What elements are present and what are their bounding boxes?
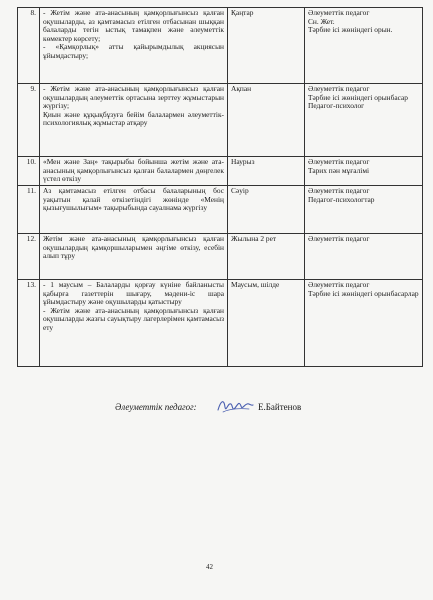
date-cell: Жылына 2 рет [228,234,305,280]
table-row [18,84,423,157]
table-row [18,280,423,367]
event-cell [40,84,228,157]
responsible-cell [305,8,423,84]
event-line: Аз қамтамасыз етілген отбасы балаларының бос уақытын қалай өткізетіндігі жөнінде «Менің қызығушылығым» тақырыбында сауалнама жүргізу [43,186,224,213]
signer-name: Е.Байтенов [258,402,302,412]
date-cell: Ақпан [228,84,305,157]
handwritten-signature [215,396,255,416]
responsible-line: Әлеуметтік педагог [308,186,370,195]
responsible-line: Педагог-психолог [308,101,365,111]
row-number: 13. [18,280,40,367]
row-number: 11. [18,186,40,234]
row-number: 9. [18,84,40,157]
row-number: 10. [18,157,40,186]
event-line: - 1 маусым – Балаларды қорғау күніне байланысты қабырға газеттерін шығару, мәдени-іс шара ұйымдастыру және оқушыларды қатыстыру [43,280,224,307]
row-number: 8. [18,8,40,84]
responsible-line: Тәрбие ісі жөніндегі орын. [308,25,393,35]
event-line: - Жетім және ата-анасының қамқорлығынсыз қалған оқушылардың әлеуметтік ортасына зерттеу жұмыстарын жүргізу; [43,84,224,111]
table-row [18,8,423,84]
responsible-cell [305,186,423,234]
event-line: - Жетім және ата-анасының қамқорлығынсыз қалған оқушыларды, аз қамтамасыз етілген отбасынан шыққан балаларды тегін ыстық тамақпен және әлеуметтік көмектер көрсету; [43,8,224,43]
responsible-line: Әлеуметтік педагог [308,84,370,93]
event-cell [40,234,228,280]
date-cell: Маусым, шілде [228,280,305,367]
event-cell [40,8,228,84]
page-number: 42 [206,563,213,571]
responsible-cell [305,157,423,186]
row-number: 12. [18,234,40,280]
responsible-cell [305,280,423,367]
responsible-line: Тарих пән мұғалімі [308,165,370,175]
signature-title: Әлеуметтік педагог: [115,402,197,412]
plan-table [17,7,423,367]
table-row [18,186,423,234]
date-cell: Қаңтар [228,8,305,84]
responsible-line: Әлеуметтік педагог [308,234,370,243]
table-row [18,157,423,186]
responsible-line: Педагог-психологтар [308,194,375,204]
responsible-line: Әлеуметтік педагог [308,8,370,17]
responsible-line: Тәрбие ісі жөніндегі орынбасарлар [308,288,419,298]
event-cell [40,186,228,234]
event-cell [40,157,228,186]
event-line: «Мен және Заң» тақырыбы бойынша жетім және ата-анасының қамқорлығынсыз қалған балалармен дөңгелек үстел өткізу [43,157,224,184]
event-cell [40,280,228,367]
table-row [18,234,423,280]
event-line: - Жетім және ата-анасының қамқорлығынсыз қалған оқушыларды жазғы сауықтыру лагерлерімен қамтамасыз ету [43,305,224,332]
responsible-cell [305,234,423,280]
responsible-line: Әлеуметтік педагог [308,280,370,289]
responsible-line: Әлеуметтік педагог [308,157,370,166]
event-line: Қиын және құқықбұзуға бейім балалармен әлеуметтік-психологиялық жұмыстар атқару [43,109,224,128]
responsible-cell [305,84,423,157]
responsible-line: Тәрбие ісі жөніндегі орынбасар [308,92,409,102]
date-cell: Сәуір [228,186,305,234]
date-cell: Наурыз [228,157,305,186]
event-line: - «Қамқорлық» атты қайырымдылық акциясын ұйымдастыру; [43,42,224,60]
responsible-line: Сн. Жет. [308,16,335,26]
event-line: Жетім және ата-анасының қамқорлығынсыз қалған оқушылардың қамқоршыларымен әңгіме өткізу, есебін алып тұру [43,234,224,261]
